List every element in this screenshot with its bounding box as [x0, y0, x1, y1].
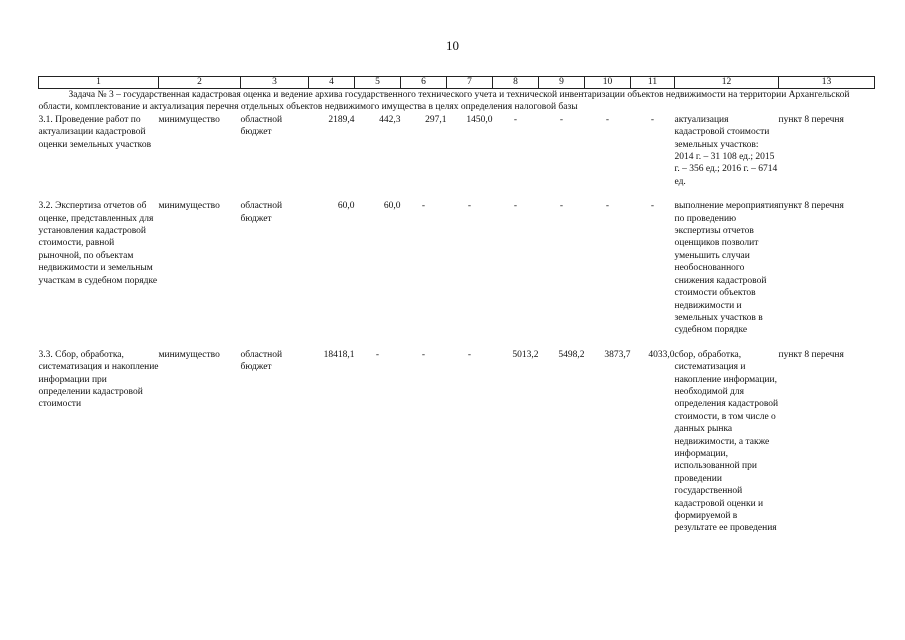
value-2018: -	[559, 201, 564, 212]
activity-name: 3.3. Сбор, обработка, систематизация и накопление информации при определении кадастровой стоимости	[38, 349, 159, 410]
table-row	[39, 349, 875, 535]
value-2015: -	[421, 349, 426, 360]
value-2019: 3873,7	[604, 349, 631, 360]
executor: минимущество	[158, 201, 220, 212]
value-2017: -	[513, 201, 518, 212]
value-2019: -	[605, 201, 610, 212]
column-header: 6	[401, 77, 447, 89]
column-header: 4	[309, 77, 355, 89]
value-total: 18418,1	[323, 349, 355, 360]
value-2018: 5498,2	[558, 349, 585, 360]
value-2020: -	[650, 201, 655, 212]
value-total: 2189,4	[328, 114, 355, 125]
value-2016: -	[467, 349, 472, 360]
expected-result: выполнение мероприятия по проведению экспертизы отчетов оценщиков позволит уменьшить случаи необоснованного снижения кадастровой стоимости объектов недвижимости и земельных участков в судебном порядке	[674, 201, 779, 336]
table-row	[39, 114, 875, 188]
activity-name: 3.2. Экспертиза отчетов об оценке, представленных для установления кадастровой стоимости, равной рыночной, по объектам недвижимости и земельным участкам в судебном порядке	[38, 201, 158, 286]
column-header: 7	[447, 77, 493, 89]
value-2019: -	[605, 114, 610, 125]
funding-source: областной бюджет	[240, 349, 283, 373]
column-header: 12	[675, 77, 779, 89]
expected-result: сбор, обработка, систематизация и накопление информации, необходимой для определения кадастровой стоимости, в том числе о данных рынка недвижимости, а также информации, использованной при проведении государственной кадастровой оценки и формируемой в результате ее проведения	[674, 349, 779, 534]
value-2015: 297,1	[425, 114, 447, 125]
activity-name: 3.1. Проведение работ по актуализации кадастровой оценки земельных участков	[38, 114, 152, 150]
column-header: 11	[631, 77, 675, 89]
funding-source: областной бюджет	[240, 114, 283, 138]
value-2020: -	[650, 114, 655, 125]
task-row	[39, 89, 875, 114]
column-header: 3	[241, 77, 309, 89]
column-header: 13	[779, 77, 875, 89]
reference: пункт 8 перечня	[778, 114, 844, 125]
program-table	[38, 76, 875, 535]
column-header: 10	[585, 77, 631, 89]
executor: минимущество	[158, 349, 220, 360]
page-number: 10	[446, 38, 459, 53]
value-2020: 4033,0	[648, 349, 675, 360]
value-2017: -	[513, 114, 518, 125]
column-header: 2	[159, 77, 241, 89]
value-2017: 5013,2	[512, 349, 539, 360]
funding-source: областной бюджет	[240, 201, 283, 224]
value-2016: 1450,0	[466, 114, 493, 125]
value-2014: 442,3	[379, 114, 401, 125]
column-header: 8	[493, 77, 539, 89]
value-total: 60,0	[337, 201, 355, 212]
column-header: 1	[39, 77, 159, 89]
value-2015: -	[421, 201, 426, 212]
column-header: 9	[539, 77, 585, 89]
value-2018: -	[559, 114, 564, 125]
value-2016: -	[467, 201, 472, 212]
value-2014: 60,0	[383, 201, 401, 212]
executor: минимущество	[158, 114, 220, 125]
reference: пункт 8 перечня	[778, 201, 844, 212]
value-2014: -	[375, 349, 380, 360]
table-row	[39, 200, 875, 336]
header-row	[39, 77, 875, 89]
reference: пункт 8 перечня	[778, 349, 844, 360]
expected-result: актуализация кадастровой стоимости земельных участков: 2014 г. – 31 108 ед.; 2015 г. – 356 ед.; 2016 г. – 6714 ед.	[674, 114, 778, 187]
column-header: 5	[355, 77, 401, 89]
task-title: Задача № 3 – государственная кадастровая оценка и ведение архива государственного технического учета и технической инвентаризации объектов недвижимости на территории Архангельской области, комплектование и актуализация перечня отдельных объектов недвижимого имущества в целях определения налоговой базы	[38, 90, 850, 113]
